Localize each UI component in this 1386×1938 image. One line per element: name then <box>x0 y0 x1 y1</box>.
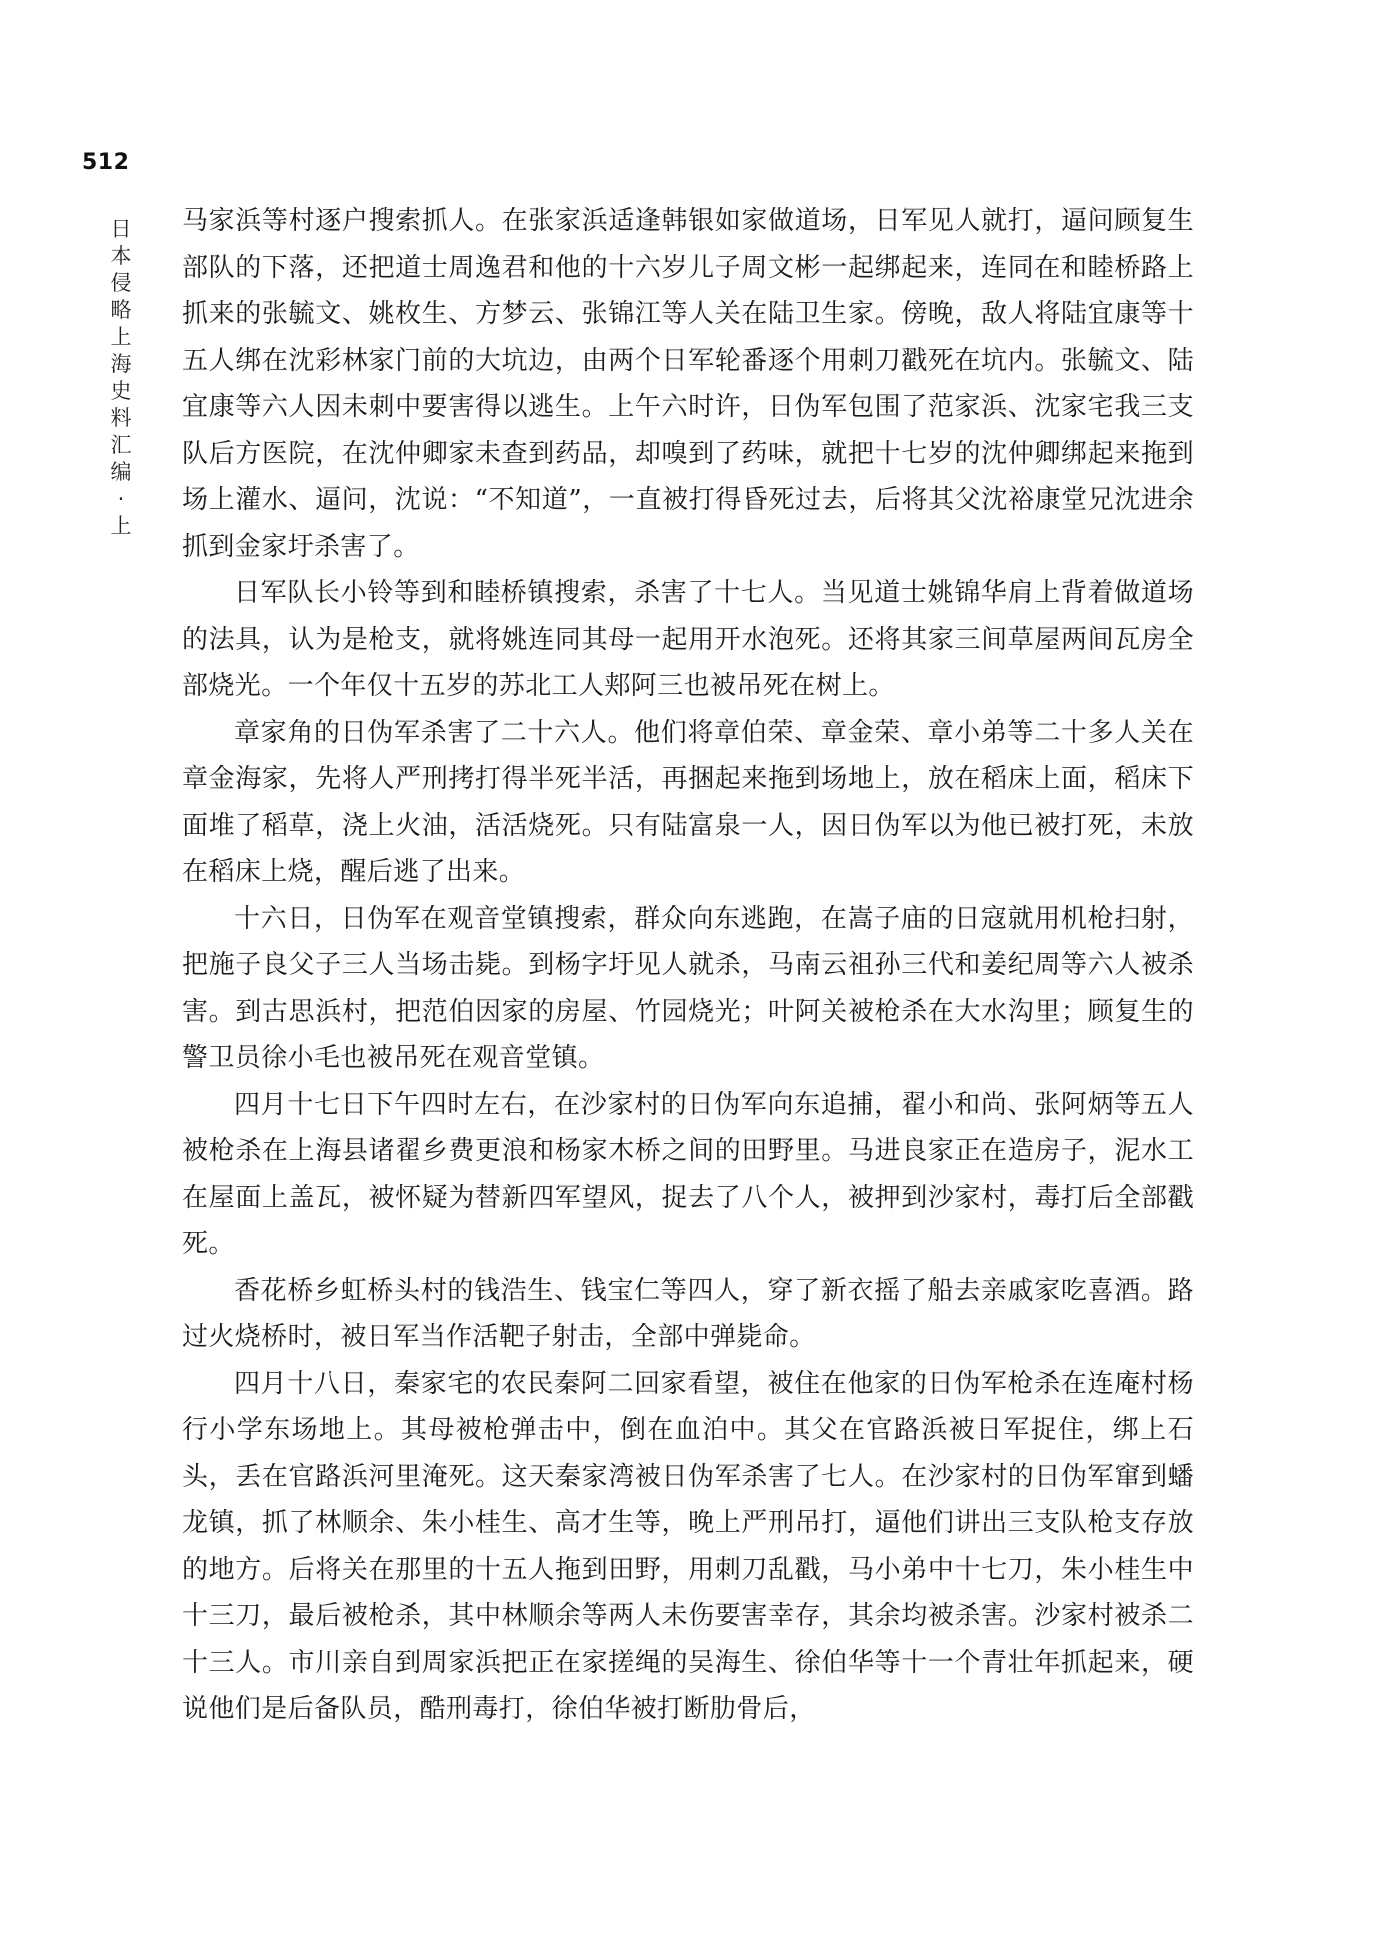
paragraph: 四月十八日，秦家宅的农民秦阿二回家看望，被住在他家的日伪军枪杀在连庵村杨行小学东场地上。其母被枪弹击中，倒在血泊中。其父在官路浜被日军捉住，绑上石头，丢在官路浜河里淹死。这天秦家湾被日伪军杀害了七人。在沙家村的日伪军窜到蟠龙镇，抓了林顺余、朱小桂生、高才生等，晚上严刑吊打，逼他们讲出三支队枪支存放的地方。后将关在那里的十五人拖到田野，用刺刀乱戳，马小弟中十七刀，朱小桂生中十三刀，最后被枪杀，其中林顺余等两人未伤要害幸存，其余均被杀害。沙家村被杀二十三人。市川亲自到周家浜把正在家搓绳的吴海生、徐伯华等十一个青壮年抓起来，硬说他们是后备队员，酷刑毒打，徐伯华被打断肋骨后， <box>182 1368 1194 1724</box>
paragraph: 香花桥乡虹桥头村的钱浩生、钱宝仁等四人，穿了新衣摇了船去亲戚家吃喜酒。路过火烧桥时，被日军当作活靶子射击，全部中弹毙命。 <box>182 1275 1194 1352</box>
page-number: 512 <box>82 150 130 175</box>
body-text <box>182 198 1194 1733</box>
paragraph: 章家角的日伪军杀害了二十六人。他们将章伯荣、章金荣、章小弟等二十多人关在章金海家，先将人严刑拷打得半死半活，再捆起来拖到场地上，放在稻床上面，稻床下面堆了稻草，浇上火油，活活烧死。只有陆富泉一人，因日伪军以为他已被打死，未放在稻床上烧，醒后逃了出来。 <box>182 717 1194 887</box>
paragraph: 十六日，日伪军在观音堂镇搜索，群众向东逃跑，在嵩子庙的日寇就用机枪扫射，把施子良父子三人当场击毙。到杨字圩见人就杀，马南云祖孙三代和姜纪周等六人被杀害。到古思浜村，把范伯因家的房屋、竹园烧光；叶阿关被枪杀在大水沟里；顾复生的警卫员徐小毛也被吊死在观音堂镇。 <box>182 903 1194 1073</box>
paragraph: 四月十七日下午四时左右，在沙家村的日伪军向东追捕，翟小和尚、张阿炳等五人被枪杀在上海县诸翟乡费更浪和杨家木桥之间的田野里。马进良家正在造房子，泥水工在屋面上盖瓦，被怀疑为替新四军望风，捉去了八个人，被押到沙家村，毒打后全部戳死。 <box>182 1089 1194 1259</box>
paragraph-continued: 马家浜等村逐户搜索抓人。在张家浜适逢韩银如家做道场，日军见人就打，逼问顾复生部队的下落，还把道士周逸君和他的十六岁儿子周文彬一起绑起来，连同在和睦桥路上抓来的张毓文、姚枚生、方梦云、张锦江等人关在陆卫生家。傍晚，敌人将陆宜康等十五人绑在沈彩林家门前的大坑边，由两个日军轮番逐个用刺刀戳死在坑内。张毓文、陆宜康等六人因未刺中要害得以逃生。上午六时许，日伪军包围了范家浜、沈家宅我三支队后方医院，在沈仲卿家未查到药品，却嗅到了药味，就把十七岁的沈仲卿绑起来拖到场上灌水、逼问，沈说：“不知道”，一直被打得昏死过去，后将其父沈裕康堂兄沈进余抓到金家圩杀害了。 <box>182 206 1194 562</box>
running-title: 日本侵略上海史料汇编·上 <box>110 217 132 538</box>
paragraph: 日军队长小铃等到和睦桥镇搜索，杀害了十七人。当见道士姚锦华肩上背着做道场的法具，认为是枪支，就将姚连同其母一起用开水泡死。还将其家三间草屋两间瓦房全部烧光。一个年仅十五岁的苏北工人郏阿三也被吊死在树上。 <box>182 578 1194 701</box>
